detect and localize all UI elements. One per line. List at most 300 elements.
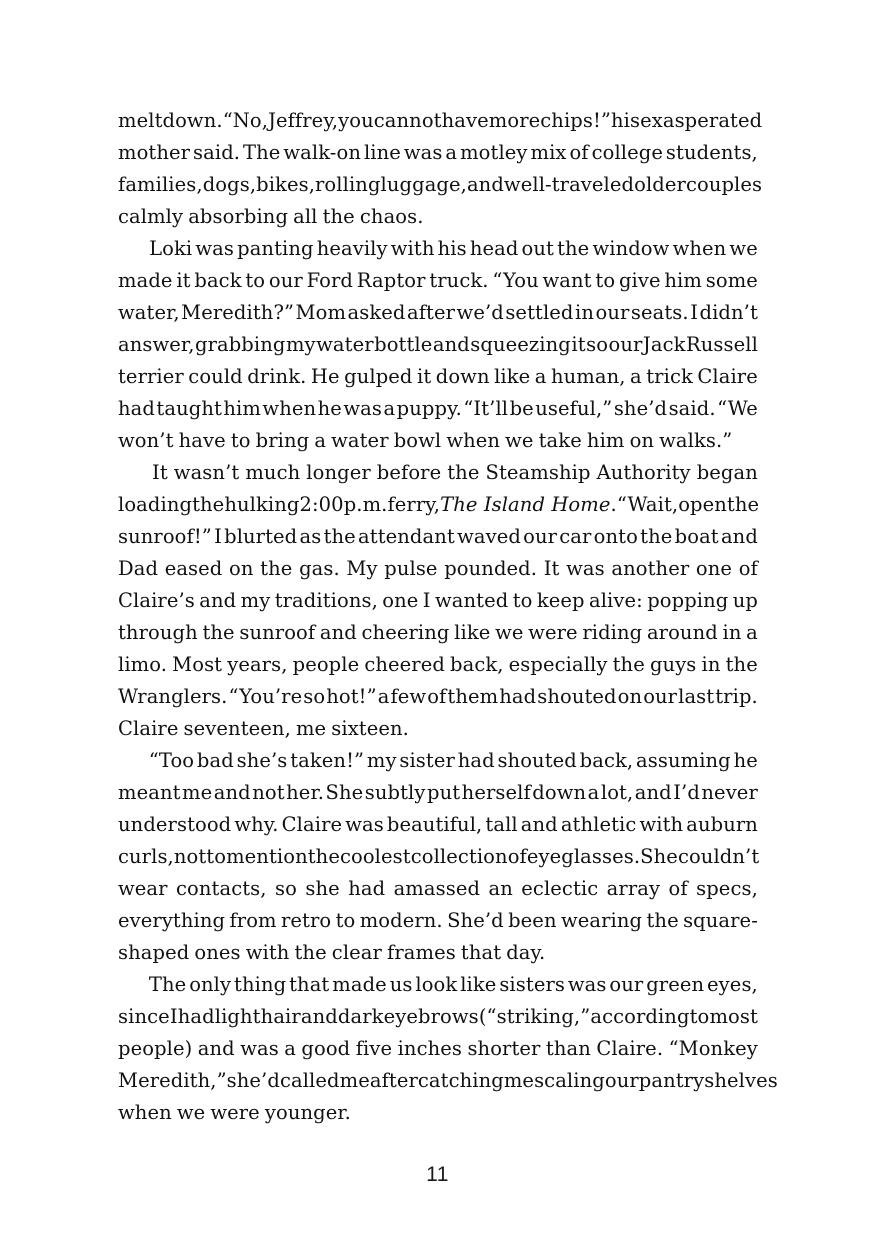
text-line xyxy=(118,649,758,681)
word: so xyxy=(274,877,297,900)
paragraph xyxy=(118,457,758,745)
word: athletic xyxy=(560,813,637,836)
word: “No, xyxy=(222,109,269,132)
word: since xyxy=(118,1005,170,1028)
word: boat xyxy=(674,525,719,548)
word: to xyxy=(512,589,533,612)
word: families, xyxy=(118,173,203,196)
word: terrier xyxy=(118,365,184,388)
word: 2:00 xyxy=(299,493,344,516)
word: back, xyxy=(579,749,634,772)
word: from xyxy=(229,909,277,932)
word: limo. xyxy=(118,653,168,676)
word: hair xyxy=(260,1005,301,1028)
word: a xyxy=(383,397,396,420)
paragraph xyxy=(118,745,758,969)
word: waved xyxy=(457,525,521,548)
word: an xyxy=(488,877,513,900)
word: a xyxy=(284,1037,296,1060)
word: grabbing xyxy=(194,333,286,356)
word: his xyxy=(437,237,467,260)
word: cheered xyxy=(364,653,445,676)
word: gas. xyxy=(299,557,340,580)
word: the xyxy=(447,461,480,484)
word: to xyxy=(230,429,251,452)
word: herself xyxy=(461,781,531,804)
word: seventeen, xyxy=(183,717,291,740)
word: “You’re xyxy=(228,685,303,708)
word: onto xyxy=(593,525,638,548)
word: wanted xyxy=(434,589,509,612)
word: wear xyxy=(118,877,168,900)
word: as xyxy=(299,525,322,548)
word: Mom xyxy=(295,301,347,324)
word: I xyxy=(422,589,431,612)
word: that xyxy=(460,941,502,964)
word: mention xyxy=(226,845,308,868)
word: sunroof xyxy=(239,621,316,644)
word: head xyxy=(469,237,519,260)
text-line xyxy=(118,873,758,905)
word: was xyxy=(403,141,443,164)
word: contacts, xyxy=(176,877,267,900)
word: we xyxy=(176,1101,206,1124)
word: panting xyxy=(237,237,314,260)
word: our xyxy=(608,333,643,356)
word: mix xyxy=(530,141,567,164)
word: array xyxy=(606,877,661,900)
word: so xyxy=(586,333,609,356)
word: eyebrows xyxy=(383,1005,479,1028)
word: him xyxy=(223,397,261,420)
word: on xyxy=(617,685,643,708)
word: put xyxy=(427,781,461,804)
word: to xyxy=(595,269,616,292)
word: My xyxy=(346,557,378,580)
word: gulped xyxy=(344,365,413,388)
word: the xyxy=(294,941,327,964)
page-number: 11 xyxy=(426,1163,449,1186)
word: younger. xyxy=(264,1101,351,1124)
word: keep xyxy=(536,589,585,612)
word: on xyxy=(629,429,655,452)
word: subtly xyxy=(364,781,426,804)
paragraph xyxy=(118,105,763,233)
word: loading xyxy=(118,493,193,516)
word: than xyxy=(545,1037,591,1060)
word: the xyxy=(725,653,758,676)
word: out xyxy=(521,237,554,260)
text-line xyxy=(118,361,758,393)
word: assuming xyxy=(636,749,731,772)
word: shelves xyxy=(704,1069,778,1092)
word: Dad xyxy=(118,557,159,580)
word: p.m. xyxy=(343,493,388,516)
text-line xyxy=(118,681,758,713)
word: hot!” xyxy=(326,685,377,708)
word: green xyxy=(646,973,705,996)
word: cannot xyxy=(373,109,442,132)
word: The xyxy=(243,141,281,164)
word: seats. xyxy=(630,301,689,324)
word: in xyxy=(701,653,721,676)
word: water, xyxy=(118,301,180,324)
text-line xyxy=(118,777,758,809)
word: wasn’t xyxy=(173,461,240,484)
word: of xyxy=(507,845,527,868)
word: not xyxy=(173,845,207,868)
word: frames xyxy=(387,941,456,964)
word: amassed xyxy=(393,877,481,900)
word: look xyxy=(415,973,458,996)
word: with xyxy=(639,813,684,836)
word: Ford xyxy=(306,269,354,292)
word: good xyxy=(301,1037,351,1060)
word: drink. xyxy=(247,365,307,388)
word: (“striking,” xyxy=(478,1005,591,1028)
word: squeezing xyxy=(470,333,571,356)
word: cheering xyxy=(361,621,450,644)
word: coolest xyxy=(339,845,411,868)
word: never xyxy=(701,781,758,804)
text-line xyxy=(118,489,758,521)
word: she xyxy=(305,877,340,900)
word: we xyxy=(729,237,758,260)
word: like xyxy=(494,365,531,388)
word: be xyxy=(509,397,534,420)
text-line xyxy=(118,105,763,137)
word: the xyxy=(726,493,760,516)
word: bring xyxy=(255,429,310,452)
text-line xyxy=(118,201,758,233)
word: the xyxy=(612,653,645,676)
word: popping xyxy=(647,589,729,612)
word: shouted xyxy=(537,685,617,708)
word: human, xyxy=(550,365,626,388)
word: a xyxy=(377,685,390,708)
word: everything xyxy=(118,909,226,932)
word: Meredith,” xyxy=(118,1069,227,1092)
word: we’d xyxy=(456,301,504,324)
word: to xyxy=(245,269,266,292)
word: shorter xyxy=(467,1037,541,1060)
word: . xyxy=(610,493,617,516)
text-line xyxy=(118,1033,758,1065)
word: eclectic xyxy=(521,877,599,900)
word: light xyxy=(214,1005,261,1028)
text-line xyxy=(118,937,758,969)
word: not xyxy=(252,781,285,804)
word: was xyxy=(567,973,607,996)
word: curls, xyxy=(118,845,174,868)
word: open xyxy=(678,493,727,516)
word: me xyxy=(503,1069,535,1092)
word: I’d xyxy=(673,781,700,804)
word: the xyxy=(322,205,355,228)
word: was xyxy=(345,813,384,836)
word: had xyxy=(499,685,537,708)
word: most xyxy=(709,1005,758,1028)
word: the xyxy=(307,845,340,868)
word: made xyxy=(118,269,173,292)
word: trip. xyxy=(715,685,758,708)
word: one xyxy=(695,557,733,580)
text-line xyxy=(118,617,758,649)
word: when xyxy=(672,237,727,260)
word: walks.” xyxy=(659,429,733,452)
word: bad xyxy=(196,749,234,772)
word: Claire’s xyxy=(118,589,195,612)
word: and xyxy=(466,173,504,196)
word: Jack xyxy=(642,333,686,356)
word: hulking xyxy=(224,493,300,516)
word: collection xyxy=(410,845,508,868)
word: day. xyxy=(506,941,546,964)
word: retro xyxy=(280,909,332,932)
word: one xyxy=(382,589,419,612)
word: like xyxy=(454,621,491,644)
word: have xyxy=(441,109,489,132)
word: sunroof!” xyxy=(118,525,212,548)
paragraph-indent xyxy=(118,745,146,777)
word: a xyxy=(587,781,600,804)
word: and xyxy=(720,525,758,548)
word: I xyxy=(214,525,222,548)
word: only xyxy=(189,973,232,996)
word: heavily xyxy=(316,237,388,260)
word: Russell xyxy=(685,333,758,356)
word: auburn xyxy=(686,813,758,836)
word: ferry, xyxy=(387,493,441,516)
word: Jeffrey, xyxy=(268,109,339,132)
word: had xyxy=(457,749,495,772)
word: had xyxy=(177,1005,215,1028)
word: taken!” xyxy=(290,749,365,772)
word: our xyxy=(523,525,558,548)
word: had xyxy=(348,877,386,900)
word: all xyxy=(293,205,318,228)
word: according xyxy=(590,1005,690,1028)
word: on xyxy=(229,557,254,580)
word: it xyxy=(571,333,586,356)
word: the xyxy=(640,525,673,548)
word: began xyxy=(696,461,758,484)
word: Claire xyxy=(118,717,179,740)
word: walk-on xyxy=(283,141,361,164)
word: few xyxy=(390,685,427,708)
word: more xyxy=(488,109,541,132)
word: in xyxy=(575,301,594,324)
word: catching xyxy=(417,1069,504,1092)
word: were xyxy=(210,1101,260,1124)
word: in xyxy=(722,621,742,644)
word: of xyxy=(569,141,589,164)
word: a xyxy=(630,365,642,388)
word: meant xyxy=(118,781,181,804)
word: we xyxy=(505,429,534,452)
word: answer, xyxy=(118,333,195,356)
word: she’s xyxy=(236,749,288,772)
word: our xyxy=(268,269,303,292)
text-line xyxy=(118,585,758,617)
word: calmly xyxy=(118,205,184,228)
text-line xyxy=(118,969,758,1001)
word: to xyxy=(206,845,227,868)
word: our xyxy=(609,973,644,996)
word: he xyxy=(733,749,758,772)
paragraph-indent xyxy=(118,457,146,489)
word: I xyxy=(690,301,699,324)
word: couples xyxy=(685,173,763,196)
word: He xyxy=(310,365,340,388)
word: that xyxy=(289,973,330,996)
word: like xyxy=(460,973,497,996)
word: riding xyxy=(582,621,643,644)
word: give xyxy=(618,269,661,292)
word: square- xyxy=(683,909,758,932)
word: we xyxy=(495,621,524,644)
word: after xyxy=(369,1069,418,1092)
word: Claire xyxy=(281,813,343,836)
word: shouted xyxy=(497,749,577,772)
word: “Monkey xyxy=(668,1037,758,1060)
word: “It’ll xyxy=(463,397,509,420)
word: him xyxy=(664,269,702,292)
word: why. xyxy=(234,813,279,836)
word: through xyxy=(118,621,198,644)
word: pounded. xyxy=(444,557,538,580)
word: have xyxy=(178,429,226,452)
word: me xyxy=(295,717,327,740)
word: attendant xyxy=(358,525,455,548)
word: take xyxy=(538,429,582,452)
word: some xyxy=(705,269,758,292)
word: you xyxy=(338,109,374,132)
text-line xyxy=(118,233,758,265)
word: I xyxy=(169,1005,178,1028)
word: eyeglasses. xyxy=(526,845,641,868)
text-line xyxy=(118,905,758,937)
word: and xyxy=(213,781,251,804)
word: the xyxy=(557,237,590,260)
word: inches xyxy=(397,1037,463,1060)
word: couldn’t xyxy=(677,845,760,868)
word: lot, xyxy=(600,781,634,804)
word: up xyxy=(732,589,758,612)
word: a xyxy=(534,365,547,388)
word: to xyxy=(335,909,356,932)
word: line xyxy=(363,141,401,164)
word: she’d xyxy=(226,1069,280,1092)
word: She xyxy=(325,781,364,804)
word: “We xyxy=(717,397,758,420)
word: back, xyxy=(450,653,504,676)
word: when xyxy=(446,429,501,452)
word: was xyxy=(240,1037,279,1060)
text-line xyxy=(118,521,758,553)
word: asked xyxy=(347,301,406,324)
text-line xyxy=(118,137,758,169)
word: bowl xyxy=(393,429,442,452)
word: around xyxy=(646,621,718,644)
word: five xyxy=(355,1037,393,1060)
word: our xyxy=(643,685,678,708)
word: and xyxy=(432,333,470,356)
word: he xyxy=(317,397,342,420)
paragraph xyxy=(118,233,758,457)
word: meltdown. xyxy=(118,109,223,132)
word: me xyxy=(182,781,213,804)
word: us xyxy=(389,973,413,996)
word: exasperated xyxy=(640,109,763,132)
word: years, xyxy=(227,653,288,676)
text-line xyxy=(118,809,758,841)
text-line xyxy=(118,425,758,457)
word: water xyxy=(316,333,374,356)
word: Wranglers. xyxy=(118,685,228,708)
text-line xyxy=(118,745,758,777)
word: them xyxy=(447,685,499,708)
word xyxy=(440,489,617,521)
word: shaped xyxy=(118,941,190,964)
text-line xyxy=(118,297,758,329)
word: her. xyxy=(286,781,325,804)
word: dogs, xyxy=(202,173,257,196)
word: when xyxy=(118,1101,172,1124)
word: sister xyxy=(399,749,455,772)
word: pantry xyxy=(638,1069,705,1092)
word: “Too xyxy=(148,749,195,772)
word: car xyxy=(559,525,592,548)
word: the xyxy=(260,557,293,580)
word: of xyxy=(427,685,447,708)
word: his xyxy=(611,109,641,132)
text-line xyxy=(118,1065,778,1097)
text-line xyxy=(118,169,763,201)
word: down xyxy=(532,781,587,804)
word: chaos. xyxy=(359,205,424,228)
text-line xyxy=(118,1097,758,1129)
word: the xyxy=(646,909,679,932)
word: sixteen. xyxy=(331,717,409,740)
word: It xyxy=(543,557,560,580)
word: the xyxy=(202,621,235,644)
word: him xyxy=(586,429,625,452)
word: before xyxy=(376,461,442,484)
word: and xyxy=(300,1005,338,1028)
text-line xyxy=(118,553,758,585)
word: The Island Home xyxy=(440,493,611,516)
word: were xyxy=(528,621,578,644)
word: absorbing xyxy=(188,205,289,228)
word: she’d xyxy=(613,397,668,420)
word: She xyxy=(640,845,678,868)
word: was xyxy=(343,397,383,420)
paragraph-indent xyxy=(118,969,146,1001)
word: last xyxy=(678,685,715,708)
word: truck. xyxy=(429,269,489,292)
word: specs, xyxy=(696,877,758,900)
word: water xyxy=(331,429,389,452)
word: She’d xyxy=(447,909,504,932)
word: “You xyxy=(492,269,539,292)
word: was xyxy=(195,237,234,260)
word: much xyxy=(245,461,301,484)
word: so xyxy=(303,685,326,708)
word: ones xyxy=(194,941,241,964)
word: especially xyxy=(508,653,608,676)
word: and xyxy=(319,621,357,644)
